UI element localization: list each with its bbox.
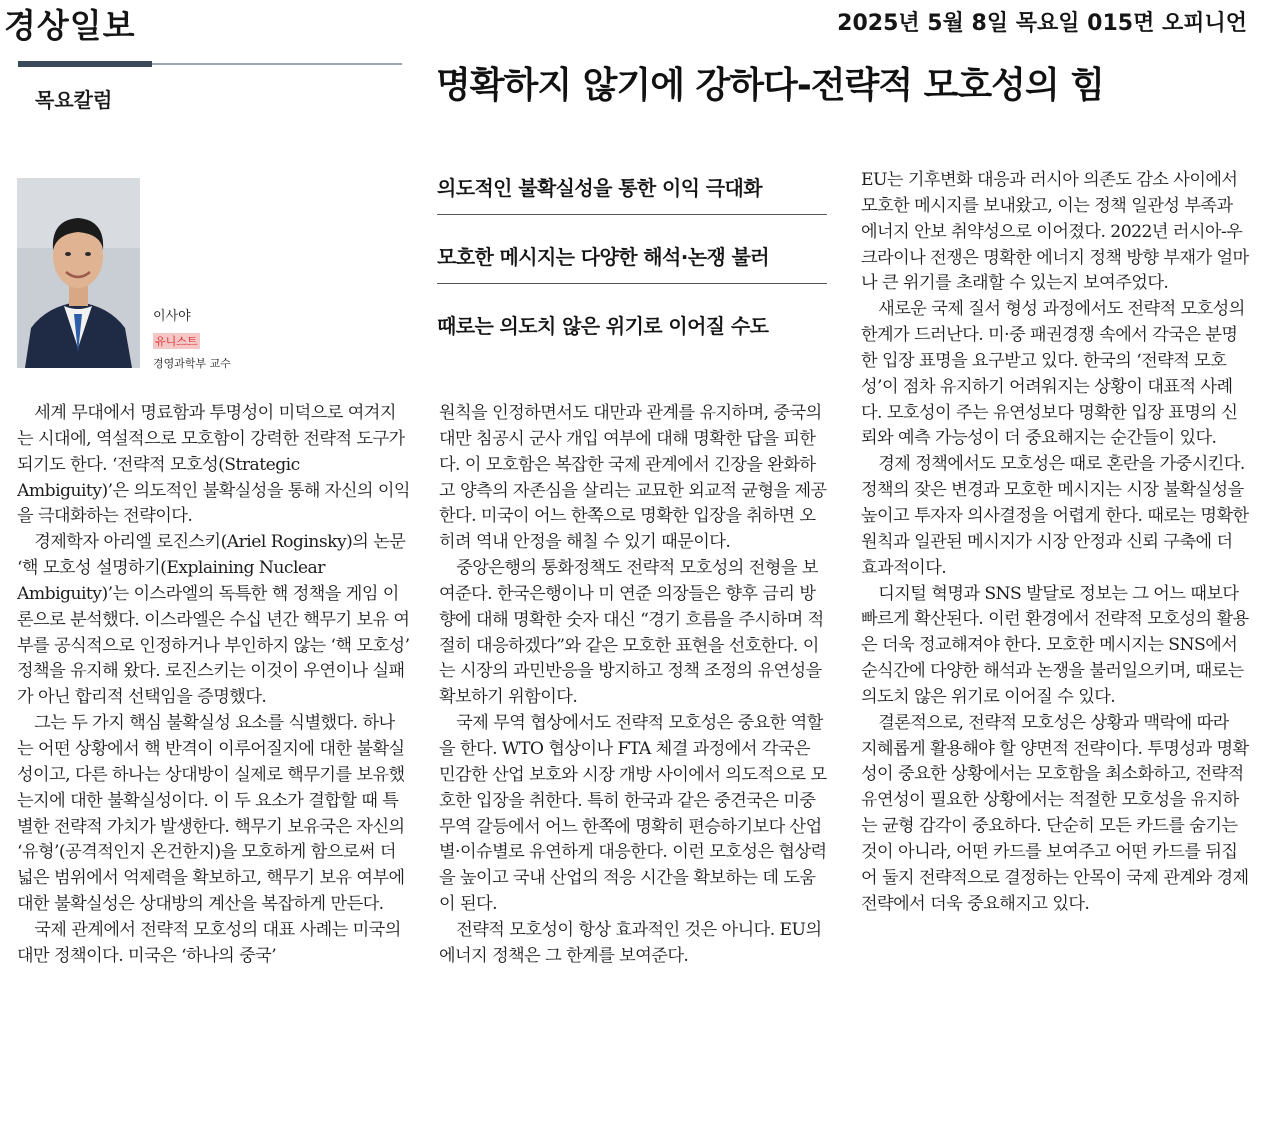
author-photo [17,178,140,368]
paragraph: 중앙은행의 통화정책도 전략적 모호성의 전형을 보여준다. 한국은행이나 미 연준 의장들은 향후 금리 방향에 대해 명확한 숫자 대신 “경기 흐름을 주시하며 적절히 대응하겠다”와 같은 모호한 표현을 선호한다. 이는 시장의 과민반응을 방지하고 정책 조정의 유연성을 확보하기 위함이다. [439,558,824,708]
newspaper-logo: 경상일보 [4,6,136,45]
author-name: 이사야 [153,309,191,324]
paragraph: 세계 무대에서 명료함과 투명성이 미덕으로 여겨지는 시대에, 역설적으로 모호함이 강력한 전략적 도구가 되기도 한다. ‘전략적 모호성(Strategic Ambiguity)’은 의도적인 불확실성을 통해 자신의 이익을 극대화하는 전략이다. [17,403,410,527]
section-bar [18,61,152,67]
article-column-3 [861,168,1249,1126]
author-org: 유니스트 [155,335,198,348]
paragraph: 국제 관계에서 전략적 모호성의 대표 사례는 미국의 대만 정책이다. 미국은 ‘하나의 중국’ [17,919,401,966]
paragraph: 새로운 국제 질서 형성 과정에서도 전략적 모호성의 한계가 드러난다. 미·중 패권경쟁 속에서 각국은 분명한 입장 표명을 요구받고 있다. 한국의 ‘전략적 모호성’이 점차 유지하기 어려워지는 상황이 대표적 사례다. 모호성이 주는 유연성보다 명확한 입장 표명의 신뢰와 예측 가능성이 더 중요해지는 순간들이 있다. [861,299,1245,449]
section-rule [152,63,402,65]
subhead: 모호한 메시지는 다양한 해석·논쟁 불러 [437,237,827,284]
author-title: 경영과학부 교수 [153,357,231,370]
section-label: 목요칼럼 [35,88,113,112]
paragraph: 전략적 모호성이 항상 효과적인 것은 아니다. EU의 에너지 정책은 그 한계를 보여준다. [439,919,822,966]
subheads [437,168,827,374]
paragraph: 디지털 혁명과 SNS 발달로 정보는 그 어느 때보다 빠르게 확산된다. 이런 환경에서 전략적 모호성의 활용은 더욱 정교해져야 한다. 모호한 메시지는 SNS에서 순식간에 다양한 해석과 논쟁을 불러일으키며, 때로는 의도치 않은 위기로 이어질 수 있다. [861,583,1249,707]
subhead: 의도적인 불확실성을 통한 이익 극대화 [437,168,827,215]
paragraph: 원칙을 인정하면서도 대만과 관계를 유지하며, 중국의 대만 침공시 군사 개입 여부에 대해 명확한 답을 피한다. 이 모호함은 복잡한 국제 관계에서 긴장을 완화하고 양측의 자존심을 살리는 교묘한 외교적 균형을 제공한다. 미국이 어느 한쪽으로 명확한 입장을 취하면 오히려 역내 안정을 해칠 수 있기 때문이다. [439,403,827,553]
paragraph: 경제 정책에서도 모호성은 때로 혼란을 가중시킨다. 정책의 잦은 변경과 모호한 메시지는 시장 불확실성을 높이고 투자자 의사결정을 어렵게 한다. 때로는 명확한 원칙과 일관된 메시지가 시장 안정과 신뢰 구축에 더 효과적이다. [861,454,1249,578]
paragraph: EU는 기후변화 대응과 러시아 의존도 감소 사이에서 모호한 메시지를 보내왔고, 이는 정책 일관성 부족과 에너지 안보 취약성으로 이어졌다. 2022년 러시아-우크라이나 전쟁은 명확한 에너지 정책 방향 부재가 얼마나 큰 위기를 초래할 수 있는지 보여주었다. [861,170,1249,294]
publication-info: 2025년 5월 8일 목요일 015면 오피니언 [837,11,1247,36]
article-column-1 [17,401,410,1121]
subhead: 때로는 의도치 않은 위기로 이어질 수도 [437,314,769,338]
paragraph: 경제학자 아리엘 로진스키(Ariel Roginsky)의 논문 ‘핵 모호성 설명하기(Explaining Nuclear Ambiguity)’는 이스라엘의 독특한 핵 정책을 게임 이론으로 분석했다. 이스라엘은 수십 년간 핵무기 보유 여부를 공식적으로 인정하거나 부인하지 않는 ‘핵 모호성’ 정책을 유지해 왔다. 로진스키는 이것이 우연이나 실패가 아닌 합리적 선택임을 증명했다. [17,532,410,708]
headline: 명확하지 않기에 강하다-전략적 모호성의 힘 [436,65,1105,106]
article-column-2 [439,401,829,1121]
paragraph: 그는 두 가지 핵심 불확실성 요소를 식별했다. 하나는 어떤 상황에서 핵 반격이 이루어질지에 대한 불확실성이고, 다른 하나는 상대방이 실제로 핵무기를 보유했는지에 대한 불확실성이다. 이 두 요소가 결합할 때 특별한 전략적 가치가 발생한다. 핵무기 보유국은 자신의 ‘유형’(공격적인지 온건한지)을 모호하게 함으로써 더 넓은 범위에서 억제력을 확보하고, 핵무기 보유 여부에 대한 불확실성은 상대방의 계산을 복잡하게 만든다. [17,713,405,915]
author-byline [153,305,231,371]
paragraph: 결론적으로, 전략적 모호성은 상황과 맥락에 따라 지혜롭게 활용해야 할 양면적 전략이다. 투명성과 명확성이 중요한 상황에서는 모호함을 최소화하고, 전략적 유연성이 필요한 상황에서는 적절한 모호성을 유지하는 균형 감각이 중요하다. 단순히 모든 카드를 숨기는 것이 아니라, 어떤 카드를 보여주고 어떤 카드를 뒤집어 둘지 전략적으로 결정하는 안목이 국제 관계와 경제 전략에서 더욱 중요해지고 있다. [861,712,1249,914]
paragraph: 국제 무역 협상에서도 전략적 모호성은 중요한 역할을 한다. WTO 협상이나 FTA 체결 과정에서 각국은 민감한 산업 보호와 시장 개방 사이에서 의도적으로 모호한 입장을 취한다. 특히 한국과 같은 중견국은 미중 무역 갈등에서 어느 한쪽에 명확히 편승하기보다 산업별·이슈별로 유연하게 대응한다. 이런 모호성은 협상력을 높이고 국내 산업의 적응 시간을 확보하는 데 도움이 된다. [439,713,827,915]
